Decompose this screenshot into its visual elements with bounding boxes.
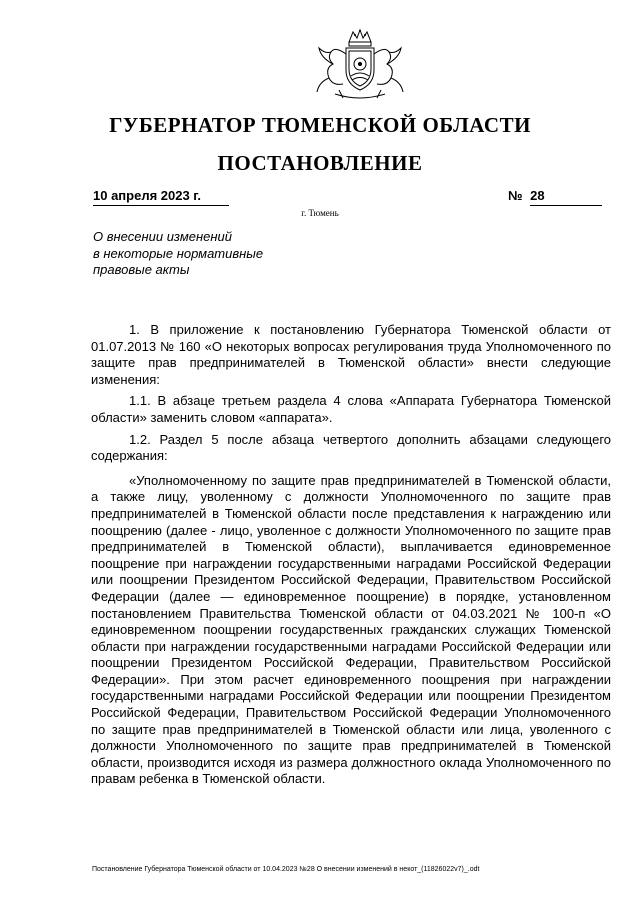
document-number-block [508,188,604,206]
subject-line: в некоторые нормативные [93,245,264,261]
paragraph: 1.2. Раздел 5 после абзаца четвертого дополнить абзацами следующего содержания: [91,431,611,464]
paragraph: 1.1. В абзаце третьем раздела 4 слова «Аппарата Губернатора Тюменской области» заменить словом «аппарата». [91,393,611,425]
file-footer: Постановление Губернатора Тюменской области от 10.04.2023 №28 О внесении изменений в некот_(11826022v7)_.odt [92,866,480,873]
subject-line: правовые акты [93,262,190,277]
paragraph: «Уполномоченному по защите прав предпринимателей в Тюменской области, а также лицу, уволенному с должности Уполномоченного по защите прав предпринимателей в Тюменской области после представления к награждению или поощрению (далее - лицо, уволенное с должности Уполномоченного по защите прав предпринимателей в Тюменской области), выплачивается единовременное поощрение при награждении государственными наградами Российской Федерации или поощрении Президентом Российской Федерации, Правительством Российской Федерации (далее — единовременное поощрение) в порядке, установленном постановлением Правительства Тюменской области от 04.03.2021 № 100-п «О единовременном поощрении государственных гражданских служащих Тюменской области при награждении государственными наградами Российской Федерации или поощрении Президентом Российской Федерации, Правительством Российской Федерации». При этом расчет единовременного поощрения при награждении государственными наградами Российской Федерации или поощрении Президентом Российской Федерации, Правительством Российской Федерации Уполномоченного по защите прав предпринимателей в Тюменской области или лица, уволенного с должности Уполномоченного по защите прав предпринимателей в Тюменской области, производится исходя из размера должностного оклада Уполномоченного по правам ребенка в Тюменской области. [91,472,611,787]
document-city: г. Тюмень [301,208,339,218]
document-date: 10 апреля 2023 г. [93,188,229,206]
document-body [91,322,611,793]
coat-of-arms-icon [313,28,407,102]
paragraph: 1. В приложение к постановлению Губернатора Тюменской области от 01.07.2013 № 160 «О некоторых вопросах регулирования труда Уполномоченного по защите прав предпринимателей в Тюменской области» внести следующие изменения: [91,322,611,387]
subject-line: О внесении изменений [93,229,232,244]
document-type: ПОСТАНОВЛЕНИЕ [217,151,423,175]
number-label: № [508,188,523,203]
document-number: 28 [530,188,602,206]
issuer-title: ГУБЕРНАТОР ТЮМЕНСКОЙ ОБЛАСТИ [109,113,531,137]
document-subject [93,229,323,279]
